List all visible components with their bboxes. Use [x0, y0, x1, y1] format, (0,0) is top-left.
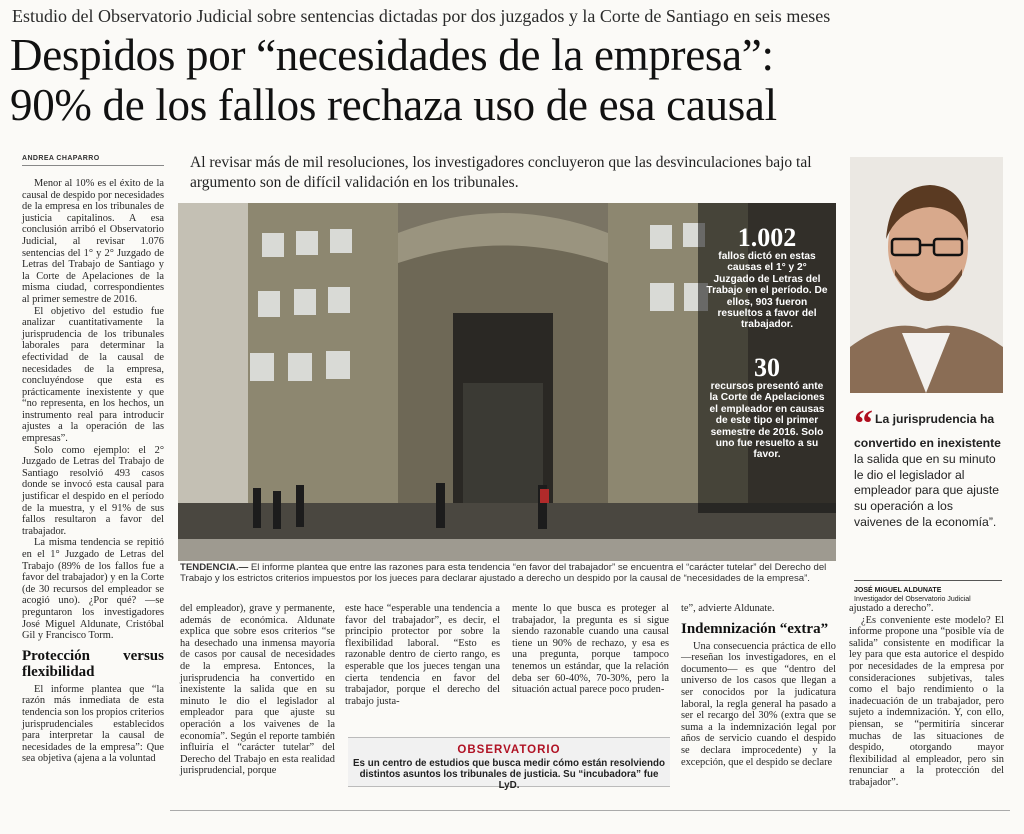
headline	[10, 30, 1020, 130]
fact-box-1	[706, 225, 828, 331]
byline-rule	[22, 165, 164, 166]
paragraph: ¿Es conveniente este modelo? El informe propone una “posible vía de salida” consistente en modificar la ley para que esta autorice el despido por necesidades de la empresa por consideraciones subjetivas, tales como el bajo rendimiento o la inadecuación de un trabajador, pero sujeto a indemnización. Y, con ello, piensan, se “permitiría sincerar muchas de las situaciones de despido, otorgando mayor flexibilidad al empleador, pero sin renunciar a la protección del trabajador”.	[849, 614, 1004, 788]
deck: Al revisar más de mil resoluciones, los investigadores concluyeron que las desvinculaciones bajo tal argumento son de difícil validación en los tribunales.	[190, 154, 812, 191]
caption-label: TENDENCIA.—	[180, 562, 249, 573]
fact-box-2	[706, 355, 828, 461]
paragraph: El objetivo del estudio fue analizar cuantitativamente la jurisprudencia de los tribunales laborales para determinar la efectividad de la causal de necesidades de la empresa, concluyéndose que esta es prácticamente inexistente y que “no representa, en los hechos, un instrumento real para introducir ajustes a la operación de las empresas”.	[22, 305, 164, 445]
paragraph: ajustado a derecho”.	[849, 603, 934, 614]
portrait-photo	[850, 157, 1003, 393]
quote-person-name: JOSÉ MIGUEL ALDUNATE	[854, 587, 942, 594]
quote-mark-icon: “	[854, 403, 873, 445]
caption-text: El informe plantea que entre las razones para esta tendencia “en favor del trabajador” se encuentra el “carácter tutelar” del Derecho del Trabajo y los estrictos criterios impuestos por los jueces para declarar ajustado a derecho un despido por la causal de “necesidades de la empresa”.	[180, 562, 827, 584]
paragraph: este hace “esperable una tendencia a favor del trabajador”, es decir, el principio protector por sobre la flexibilidad laboral. “Esto es razonable dentro de cierto rango, es esperable que los jueces tengan una cierta tendencia en favor del trabajador, porque el derecho del trabajo justa-	[345, 603, 500, 707]
paragraph: del empleador), grave y permanente, además de económica. Aldunate explica que sobre esos criterios “se ha desechado una inmensa mayoría de casos por causal de necesidades de la empresa. Entonces, la jurisprudencia ha convertido en inexistente la salida que en su minuto le dio el legislador al empleador para que ajuste su operación a los vaivenes de la economía”. Según el reporte también influiría el “carácter tutelar” del Derecho del Trabajo en esta realidad jurisprudencial, porque	[180, 603, 335, 777]
fact-text: fallos dictó en estas causas el 1° y 2° Juzgado de Letras del Trabajo en el período. De ellos, 903 fueron resueltos a favor del trabajador.	[706, 251, 828, 331]
quote-bold-2: ha convertido en inexistente	[854, 412, 1001, 450]
quote-bold-1: La jurisprudencia	[875, 412, 977, 426]
quote-person-role: Investigador del Observatorio Judicial	[854, 596, 971, 603]
quote-attribution	[854, 586, 1004, 604]
column-4	[512, 603, 669, 696]
subhead-indemnizacion: Indemnización “extra”	[681, 620, 829, 637]
kicker: Estudio del Observatorio Judicial sobre sentencias dictadas por dos juzgados y la Corte de Santiago en seis meses	[12, 6, 831, 26]
paragraph: Una consecuencia práctica de ello —reseñan los investigadores, en el documento— es que “dentro del universo de los casos que llegan a ser conocidos por la judicatura laboral, la regla general ha pasado a ser el recargo del 30% (extra que se suma a la indemnización legal por años de servicio cuando el despido se declara improcedente) y la excepción, que el despido se declare	[681, 640, 836, 768]
paragraph: te”, advierte Aldunate.	[681, 603, 775, 614]
observatorio-title: OBSERVATORIO	[457, 744, 561, 756]
quote-rule	[854, 580, 1002, 581]
byline: ANDREA CHAPARRO	[22, 155, 100, 162]
column-3	[345, 603, 500, 707]
paragraph: Solo como ejemplo: el 2° Juzgado de Letras del Trabajo de Santiago resolvió 493 casos donde se invocó esta causal para justificar el despido en el período de la muestra, y el 91% de sus fallos resultaron a favor del trabajador.	[22, 444, 164, 537]
pull-quote	[854, 403, 1004, 531]
fact-text: recursos presentó ante la Corte de Apelaciones el empleador en causas de este tipo el primer semestre de 2016. Solo uno fue resuelto a su favor.	[709, 381, 825, 461]
paragraph: Menor al 10% es el éxito de la causal de despido por necesidades de la empresa en los tribunales de justicia capitalinos. A esa conclusión arribó el Observatorio Judicial, al revisar 1.076 sentencias del 1° y 2° Juzgado de Letras del Trabajo de Santiago y la Corte de Apelaciones de la misma ciudad, correspondientes al primer semestre de 2016.	[22, 178, 164, 305]
photo-caption	[180, 562, 836, 584]
courthouse-photo	[178, 203, 836, 561]
paragraph: mente lo que busca es proteger al trabajador, la pregunta es si sigue siendo razonable cuando una causal tiene un 90% de rechazo, y esa es una pregunta, porque tampoco tenemos un estándar, que la relación deba ser 60-40%, 70-30%, pero la situación actual parece poco pruden-	[512, 603, 669, 696]
paragraph: El informe plantea que “la razón más inmediata de esta tendencia son los propios criterios jurisprudenciales establecidos para interpretar la causal de necesidades de la empresa”: Que sea objetiva (ajena a la voluntad	[22, 683, 164, 765]
person-illustration	[850, 157, 1003, 393]
observatorio-box	[348, 737, 670, 792]
column-1	[22, 178, 164, 765]
fact-number: 30	[754, 353, 780, 382]
column-6	[849, 603, 1004, 789]
column-5	[681, 603, 836, 768]
quote-rest: la salida que en su minuto le dio el legislador al empleador para que ajuste su operación a los vaivenes de la economía”.	[854, 451, 999, 529]
observatorio-text: Es un centro de estudios que busca medir cómo están resolviendo distintos asuntos los tribunales de justicia. Su “incubadora” fue LyD.	[353, 758, 665, 792]
paragraph: La misma tendencia se repitió en el 1° Juzgado de Letras del Trabajo (89% de los fallos fue a favor del trabajador) y en la Corte (de 30 recursos del empleador se acogió uno). ¿Por qué? —se preguntaron los investigadores José Miguel Aldunate, Cristóbal Gil y Francisco Torm.	[22, 537, 164, 642]
bottom-rule	[170, 810, 1010, 811]
subhead-proteccion: Protección versus flexibilidad	[22, 647, 164, 680]
headline-line-1: Despidos por “necesidades de la empresa”:	[10, 30, 774, 80]
column-2	[180, 603, 335, 777]
headline-line-2: 90% de los fallos rechaza uso de esa causal	[10, 80, 777, 130]
fact-number: 1.002	[737, 223, 797, 252]
